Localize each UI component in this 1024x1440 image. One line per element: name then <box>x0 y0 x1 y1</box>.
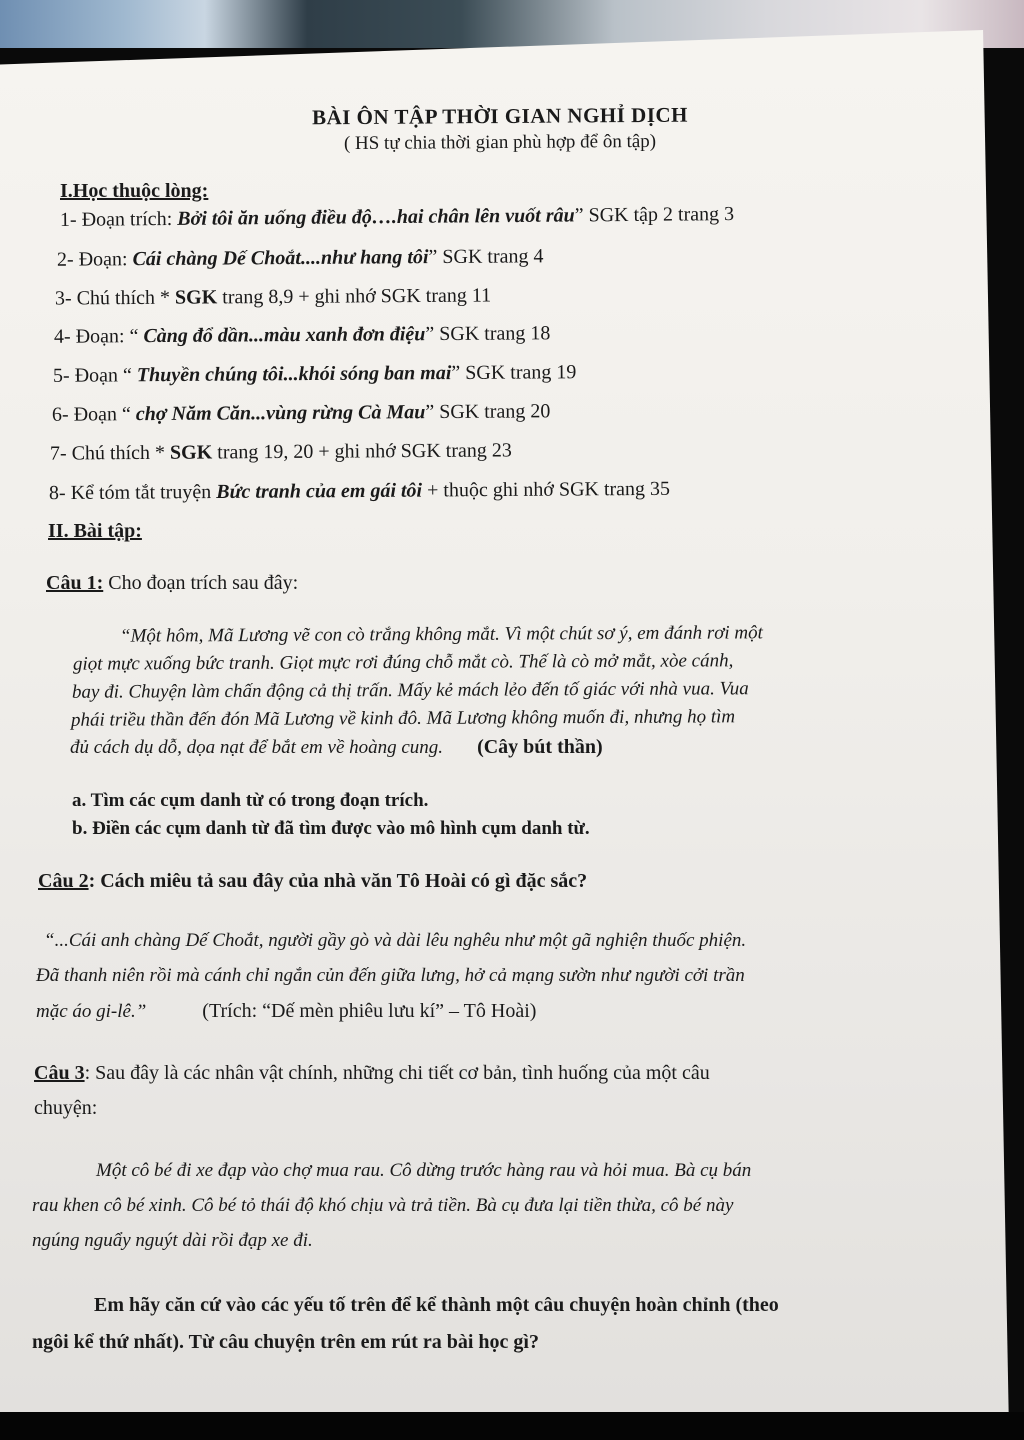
list-item-6 <box>52 400 550 426</box>
q3-task-line-1: Em hãy căn cứ vào các yếu tố trên để kể thành một câu chuyện hoàn chỉnh (theo <box>94 1294 779 1316</box>
list-item-3 <box>55 284 491 310</box>
q1-task-b: b. Điền các cụm danh từ đã tìm được vào mô hình cụm danh từ. <box>72 818 590 839</box>
item-7-prefix: 7- Chú thích * <box>49 441 171 465</box>
question-3-text-cont: chuyện: <box>34 1097 98 1119</box>
question-1-label: Câu 1: <box>46 572 104 594</box>
q1-passage-line-5 <box>70 736 603 759</box>
q2-citation: (Trích: “Dế mèn phiêu lưu kí” – Tô Hoài) <box>202 1000 537 1022</box>
question-3-label: Câu 3 <box>34 1062 85 1084</box>
item-5-prefix: 5- Đoạn “ <box>52 364 137 387</box>
question-2 <box>38 870 587 893</box>
item-6-quote: chợ Năm Căn...vùng rừng Cà Mau <box>135 401 426 426</box>
section2-heading: II. Bài tập: <box>48 520 142 542</box>
item-6-ref: ” SGK trang 20 <box>425 400 551 424</box>
item-7-ref: trang 19, 20 + ghi nhớ SGK trang 23 <box>212 439 512 464</box>
item-4-prefix: 4- Đoạn: “ <box>53 325 144 348</box>
question-1 <box>46 572 298 595</box>
q1-passage-line-1: “Một hôm, Mã Lương vẽ con cò trắng không mắt. Vì một chút sơ ý, em đánh rơi một <box>119 622 763 647</box>
list-item-5 <box>53 361 577 388</box>
item-1-prefix: 1- Đoạn trích: <box>59 207 178 231</box>
section1-heading: I.Học thuộc lòng: <box>60 180 209 202</box>
q2-passage-line-2: Đã thanh niên rồi mà cánh chỉ ngắn củn đến giữa lưng, hở cả mạng sườn như người cởi trần <box>36 965 745 986</box>
question-3-text: : Sau đây là các nhân vật chính, những chi tiết cơ bản, tình huống của một câu <box>84 1062 710 1084</box>
question-2-text: : Cách miêu tả sau đây của nhà văn Tô Hoài có gì đặc sắc? <box>88 870 588 892</box>
list-item-7 <box>50 439 512 465</box>
item-2-quote: Cái chàng Dế Choắt....như hang tôi <box>132 246 429 271</box>
item-6-prefix: 6- Đoạn “ <box>51 403 136 426</box>
item-1-quote: Bởi tôi ăn uống điều độ….hai chân lên vuốt râu <box>177 204 575 230</box>
document-subtitle: ( HS tự chia thời gian phù hợp để ôn tập) <box>343 130 657 155</box>
list-item-8 <box>49 478 670 505</box>
item-8-ref: + thuộc ghi nhớ SGK trang 35 <box>421 477 671 502</box>
item-3-ref: trang 8,9 + ghi nhớ SGK trang 11 <box>217 284 492 309</box>
q1-passage-line-3: bay đi. Chuyện làm chấn động cả thị trấn. Mấy kẻ mách lẻo đến tố giác với nhà vua. Vua <box>71 678 749 703</box>
q2-passage-line-1: “...Cái anh chàng Dế Choắt, người gầy gò và dài lêu nghêu như một gã nghiện thuốc phiện. <box>44 930 747 951</box>
item-3-sgk: SGK <box>174 286 218 309</box>
q3-passage-line-1: Một cô bé đi xe đạp vào chợ mua rau. Cô dừng trước hàng rau và hỏi mua. Bà cụ bán <box>96 1160 752 1181</box>
item-8-story: Bức tranh của em gái tôi <box>216 479 423 504</box>
item-3-prefix: 3- Chú thích * <box>54 286 176 310</box>
q3-passage-line-3: ngúng nguẩy nguýt dài rồi đạp xe đi. <box>32 1230 313 1251</box>
q1-source: (Cây bút thần) <box>477 736 603 758</box>
item-4-ref: ” SGK trang 18 <box>425 322 551 346</box>
item-4-quote: Càng đổ dần...màu xanh đơn điệu <box>143 323 426 348</box>
item-2-ref: ” SGK trang 4 <box>428 245 544 269</box>
q3-passage-line-2: rau khen cô bé xinh. Cô bé tỏ thái độ khó chịu và trả tiền. Bà cụ đưa lại tiền thừa, cô bé này <box>32 1195 734 1216</box>
item-8-prefix: 8- Kể tóm tắt truyện <box>48 481 217 505</box>
question-2-label: Câu 2 <box>38 870 89 892</box>
item-5-ref: ” SGK trang 19 <box>451 361 577 385</box>
q1-passage-end: đủ cách dụ dỗ, dọa nạt để bắt em về hoàng cung. <box>70 737 444 758</box>
q1-task-a: a. Tìm các cụm danh từ có trong đoạn trích. <box>72 790 429 811</box>
list-item-2 <box>57 245 544 271</box>
list-item-4 <box>54 322 550 348</box>
question-3 <box>34 1062 710 1085</box>
document-title: BÀI ÔN TẬP THỜI GIAN NGHỈ DỊCH <box>311 102 689 130</box>
bottom-edge <box>0 1412 1024 1440</box>
item-2-prefix: 2- Đoạn: <box>56 248 133 271</box>
item-7-sgk: SGK <box>169 441 213 464</box>
q2-passage-end: mặc áo gi-lê.” <box>36 1001 147 1022</box>
q1-passage-line-2: giọt mực xuống bức tranh. Giọt mực rơi đúng chỗ mắt cò. Thế là cò mở mắt, xòe cánh, <box>72 650 734 675</box>
q3-task-line-2: ngôi kể thứ nhất). Từ câu chuyện trên em rút ra bài học gì? <box>32 1331 539 1353</box>
question-1-text: Cho đoạn trích sau đây: <box>103 572 299 594</box>
item-5-quote: Thuyền chúng tôi...khói sóng ban mai <box>136 362 452 387</box>
q2-passage-line-3 <box>36 1000 536 1023</box>
item-1-ref: ” SGK tập 2 trang 3 <box>574 203 735 227</box>
q1-passage-line-4: phái triều thần đến đón Mã Lương về kinh đô. Mã Lương không muốn đi, nhưng họ tìm <box>70 706 736 731</box>
